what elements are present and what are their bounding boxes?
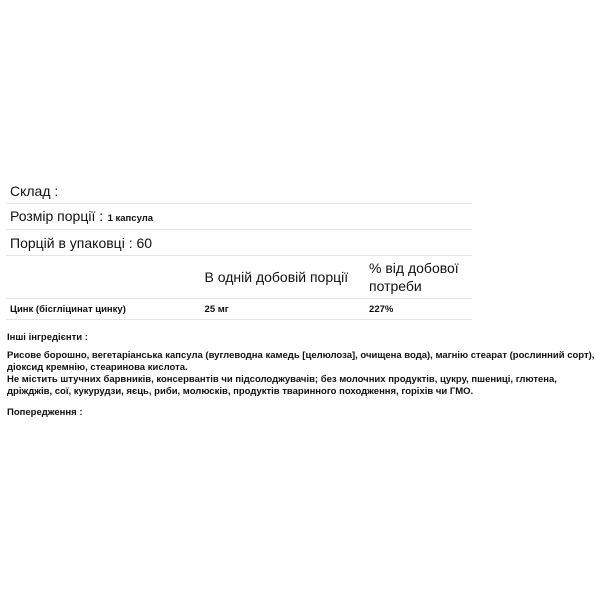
- header-amount: В одній добовій порції: [201, 256, 366, 299]
- servings-per-container: Порцій в упаковці : 60: [6, 230, 472, 256]
- nutrient-amount: 25 мг: [201, 299, 366, 320]
- ingredients-text: Рисове борошно, вегетаріанська капсула (вуглеводна камедь [целюлоза], очищена вода), магнію стеарат (рослинний сорт), діоксид кремнію, стеаринова кислота.: [7, 350, 595, 373]
- other-ingredients-block: [7, 350, 595, 398]
- composition-row: [6, 178, 472, 204]
- servings-per-container-row: [6, 230, 472, 256]
- table-header-row: [6, 256, 472, 299]
- serving-size-row: [6, 204, 472, 230]
- table-row: [6, 299, 472, 320]
- serving-size-value: 1 капсула: [107, 212, 154, 224]
- header-daily-value: % від добової потреби: [365, 256, 472, 299]
- nutrient-name: Цинк (бісгліцинат цинку): [6, 299, 201, 320]
- header-empty-cell: [6, 256, 201, 299]
- composition-label: Склад :: [10, 182, 59, 199]
- warnings-title: Попередження :: [7, 407, 83, 418]
- supplement-facts-table: [6, 178, 472, 320]
- free-from-text: Не містить штучних барвників, консервантів чи підсолоджувачів; без молочних продуктів, цукру, пшениці, глютена, дріжджів, сої, кукурудзи, яєць, риби, молюсків, продуктів тваринного походження, горіхів чи ГМО.: [7, 374, 557, 397]
- table-bottom-border: [6, 320, 472, 321]
- serving-size-label: Розмір порції :: [10, 207, 104, 224]
- nutrient-daily-value: 227%: [365, 299, 472, 320]
- other-ingredients-title: Інші інгредієнти :: [7, 332, 88, 343]
